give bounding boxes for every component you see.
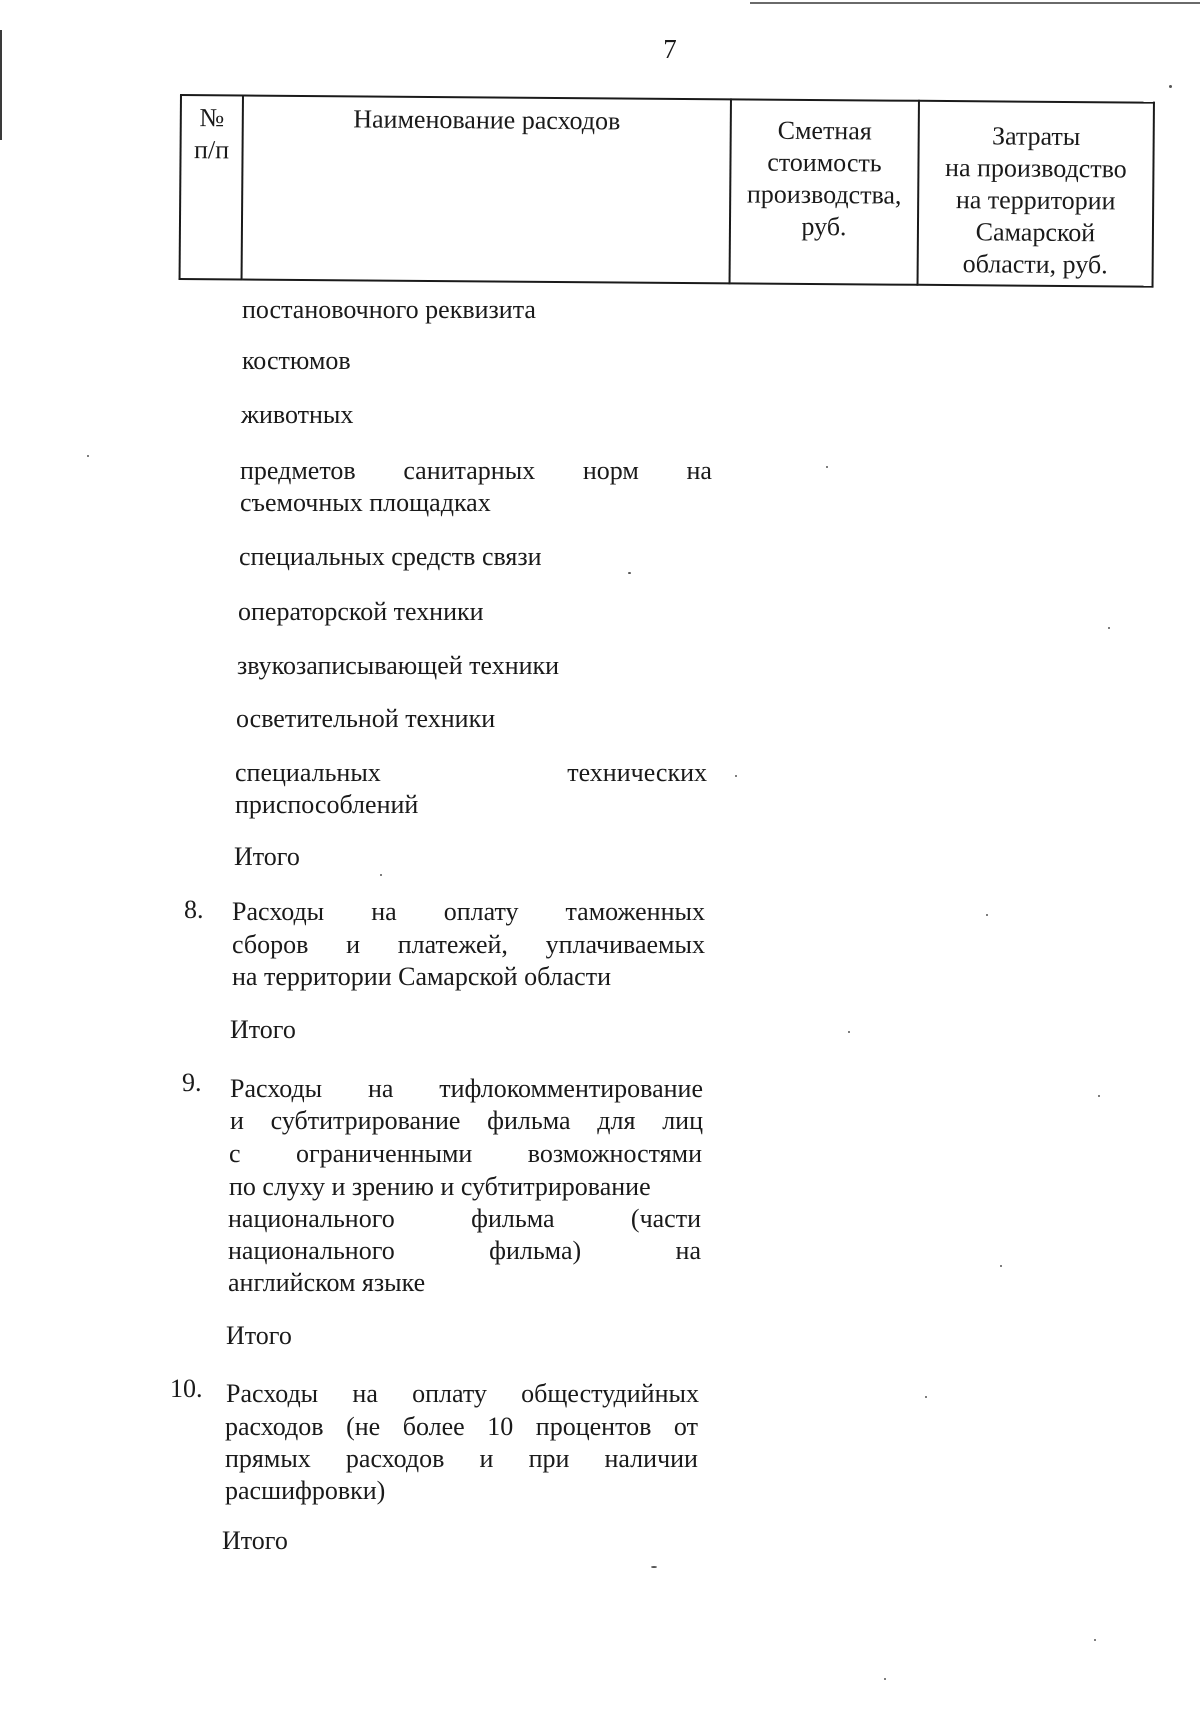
scan-speck [1098, 1095, 1100, 1097]
item-9-line7: английском языке [228, 1268, 426, 1297]
total-section-9: Итого [226, 1321, 292, 1350]
scan-speck [884, 1678, 886, 1680]
item-9-line2: и субтитрирование фильма для лиц [230, 1106, 703, 1135]
scan-speck [1000, 1265, 1002, 1267]
total-section-8: Итого [230, 1015, 296, 1044]
scan-top-edge-line [750, 2, 1200, 4]
scan-speck [1108, 627, 1110, 629]
column-header-estimated-cost: Сметная стоимость производства, руб. [730, 99, 919, 284]
total-section-7: Итого [234, 842, 300, 871]
item-10-line4: расшифровки) [225, 1476, 386, 1505]
expenses-table-header [179, 94, 1155, 288]
subitem-special-line1: специальных технических [235, 758, 707, 787]
subitem-sanitary-line2: съемочных площадках [240, 488, 491, 517]
column-header-number: № п/п [180, 95, 243, 279]
subitem-sound: звукозаписывающей техники [237, 651, 560, 680]
item-8-line3: на территории Самарской области [232, 962, 611, 991]
item-9-line6: национального фильма) на [228, 1236, 701, 1265]
scan-speck [925, 1396, 927, 1398]
page-number: 7 [663, 34, 677, 64]
scan-speck [87, 455, 89, 457]
subitem-sanitary-line1: предметов санитарных норм на [240, 456, 712, 485]
subitem-camera: операторской техники [238, 597, 484, 626]
item-8-line2: сборов и платежей, уплачиваемых [232, 930, 705, 959]
scan-speck [628, 572, 631, 574]
column-header-regional-cost: Затраты на производство на территории Самарской области, руб. [918, 101, 1154, 287]
item-9-line5: национального фильма (части [228, 1204, 701, 1233]
scan-speck [1094, 1639, 1096, 1641]
scan-speck [380, 874, 382, 876]
scan-speck [826, 466, 828, 468]
subitem-comms: специальных средств связи [239, 542, 542, 571]
item-10-line3: прямых расходов и при наличии [225, 1444, 698, 1473]
scan-speck [848, 1031, 850, 1033]
subitem-animals: животных [241, 400, 354, 429]
subitem-costumes: костюмов [242, 346, 351, 375]
scan-speck [1169, 85, 1172, 88]
item-9-number: 9. [182, 1068, 202, 1097]
scan-speck [651, 1566, 657, 1568]
item-8-line1: Расходы на оплату таможенных [232, 897, 705, 926]
item-10-number: 10. [170, 1374, 203, 1403]
subitem-props: постановочного реквизита [242, 295, 536, 324]
subitem-lighting: осветительной техники [236, 704, 496, 733]
item-10-line2: расходов (не более 10 процентов от [225, 1412, 698, 1441]
item-9-line3: с ограниченными возможностями [229, 1139, 702, 1168]
item-8-number: 8. [184, 895, 204, 924]
scan-speck [986, 914, 988, 916]
column-header-expense-name: Наименование расходов [242, 95, 731, 283]
item-10-line1: Расходы на оплату общестудийных [226, 1379, 699, 1408]
total-section-10: Итого [222, 1526, 288, 1555]
item-9-line1: Расходы на тифлокомментирование [230, 1074, 703, 1103]
item-9-line4: по слуху и зрению и субтитрирование [229, 1172, 651, 1201]
subitem-special-line2: приспособлений [235, 790, 419, 819]
scan-speck [735, 775, 737, 777]
